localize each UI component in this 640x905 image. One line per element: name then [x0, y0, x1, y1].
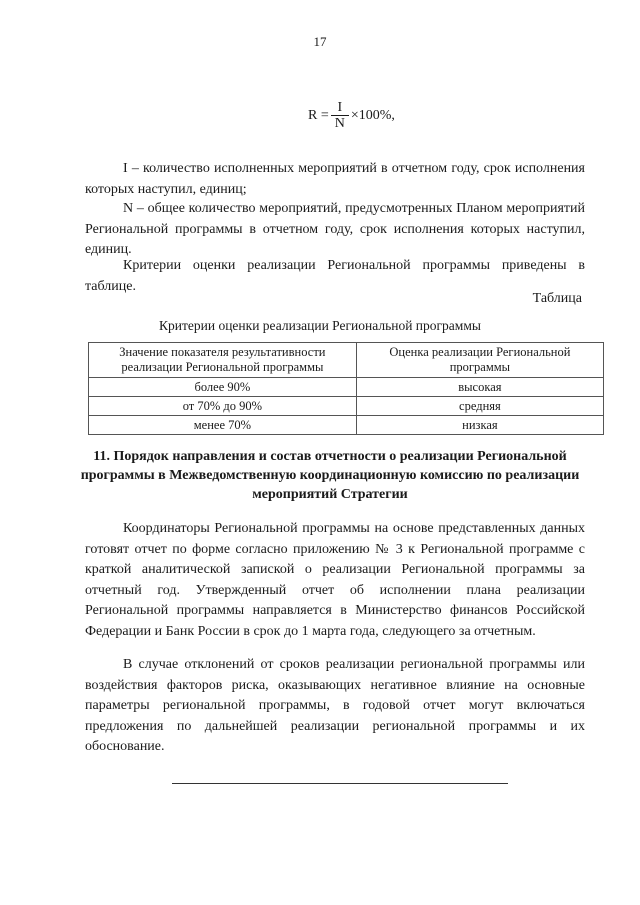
footer-divider: [172, 783, 508, 784]
table-cell-value: от 70% до 90%: [89, 397, 357, 416]
definition-i: I – количество исполненных мероприятий в отчетном году, срок исполнения которых наступил, единиц;: [85, 161, 585, 197]
table-cell-value: менее 70%: [89, 416, 357, 435]
table-row: [89, 378, 604, 397]
table-label: Таблица: [532, 291, 582, 306]
table-cell-assessment: средняя: [356, 397, 603, 416]
formula-lhs: R =: [308, 107, 329, 123]
criteria-table: [88, 342, 604, 435]
table-title: Критерии оценки реализации Региональной программы: [159, 318, 481, 333]
table-header-assessment: Оценка реализации Региональной программы: [356, 343, 603, 378]
table-cell-assessment: высокая: [356, 378, 603, 397]
page-number: 17: [313, 34, 327, 49]
formula-numerator: I: [337, 100, 343, 115]
table-row: [89, 397, 604, 416]
formula-rhs: ×100%,: [350, 107, 395, 123]
criteria-intro: Критерии оценки реализации Региональной программы приведены в таблице.: [85, 258, 585, 294]
table-cell-assessment: низкая: [356, 416, 603, 435]
table-header-indicator: Значение показателя результативности реализации Региональной программы: [89, 343, 357, 378]
section-paragraph-2: В случае отклонений от сроков реализации региональной программы или воздействия факторов риска, оказывающих негативное влияние на основные параметры региональной программы, в годовой отчет могут включаться предложения по дальнейшей реализации региональной программы и их обоснование.: [85, 657, 585, 754]
table-row: [89, 416, 604, 435]
section-heading: 11. Порядок направления и состав отчетности о реализации Региональной программы в Межведомственную координационную комиссию по реализации мероприятий Стратегии: [80, 449, 580, 502]
formula-fraction: [331, 100, 349, 131]
definition-n: N – общее количество мероприятий, предусмотренных Планом мероприятий Региональной программы в отчетном году, срок исполнения которых наступил, единиц.: [85, 201, 585, 257]
formula: [308, 100, 395, 131]
section-paragraph-1: Координаторы Региональной программы на основе представленных данных готовят отчет по форме согласно приложению № 3 к Региональной программе с краткой аналитической запиской о реализации Региональной программы за отчетный год. Утвержденный отчет об исполнении плана реализации Региональной программы направляется в Министерство финансов Российской Федерации и Банк России в срок до 1 марта года, следующего за отчетным.: [85, 521, 585, 639]
formula-denominator: N: [331, 115, 349, 131]
table-cell-value: более 90%: [89, 378, 357, 397]
table-header-row: [89, 343, 604, 378]
